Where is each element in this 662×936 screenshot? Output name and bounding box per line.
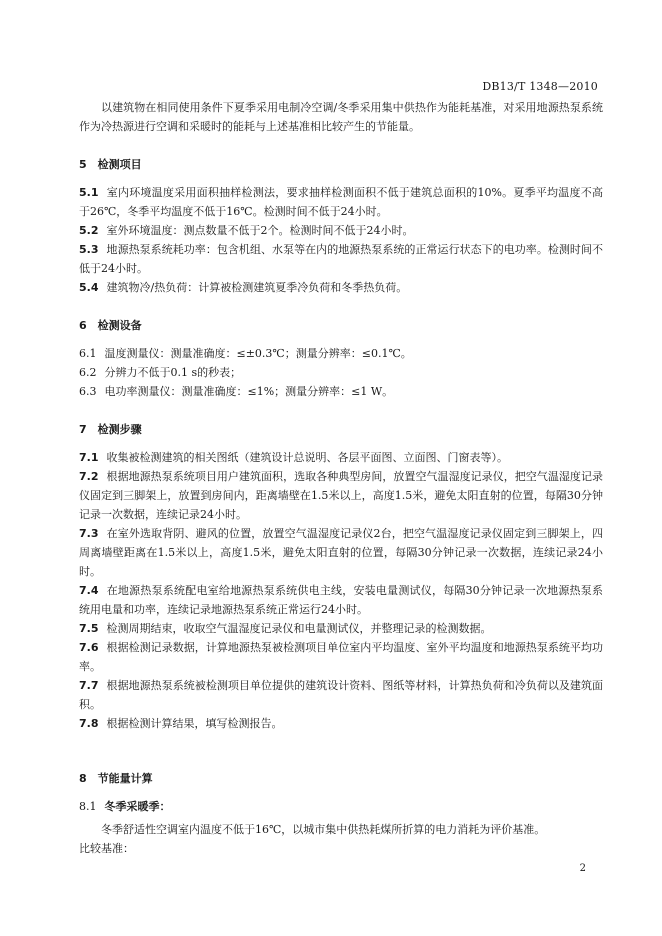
clause-text: 建筑物冷/热负荷：计算被检测建筑夏季冷负荷和冬季热负荷。 (106, 281, 408, 294)
clause-7-6 (79, 638, 603, 676)
page-number: 2 (579, 863, 586, 874)
clause-8-1-heading (79, 797, 603, 816)
clause-5-1 (79, 183, 603, 221)
clause-7-1 (79, 448, 603, 467)
clause-text: 根据地源热泵系统被检测项目单位提供的建筑设计资料、图纸等材料，计算热负荷和冷负荷以及建筑面积。 (79, 679, 603, 711)
clause-text: 根据检测计算结果，填写检测报告。 (106, 717, 283, 730)
section-6-title: 6 检测设备 (79, 319, 142, 332)
clause-text: 检测周期结束，收取空气温湿度记录仪和电量测试仪，并整理记录的检测数据。 (106, 622, 492, 635)
clause-number: 5.3 (79, 243, 99, 256)
section-7-items (79, 448, 603, 733)
clause-text: 温度测量仪：测量准确度：≤±0.3℃；测量分辨率：≤0.1℃。 (104, 347, 412, 360)
clause-number: 5.4 (79, 281, 99, 294)
clause-5-3 (79, 240, 603, 278)
document-id: DB13/T 1348—2010 (482, 80, 598, 93)
clause-number: 7.5 (79, 622, 99, 635)
clause-number: 5.2 (79, 224, 99, 237)
clause-number: 8.1 (79, 800, 97, 813)
clause-number: 7.6 (79, 641, 99, 654)
clause-number: 7.1 (79, 451, 99, 464)
clause-5-4 (79, 278, 603, 297)
clause-text: 在室外选取背阴、避风的位置，放置空气温湿度记录仪2台，把空气温湿度记录仪固定到三脚架上，四周离墙壁距离在1.5米以上，高度1.5米，避免太阳直射的位置，每隔30分钟记录一次数据，连续记录24小时。 (79, 527, 603, 578)
clause-6-1 (79, 344, 603, 363)
clause-8-1-paragraph: 冬季舒适性空调室内温度不低于16℃，以城市集中供热耗煤所折算的电力消耗为评价基准。 (101, 823, 546, 836)
clause-title: 冬季采暖季： (104, 800, 171, 813)
clause-7-4 (79, 581, 603, 619)
clause-5-2 (79, 221, 603, 240)
clause-text: 电功率测量仪：测量准确度：≤1%；测量分辨率：≤1 W。 (104, 385, 394, 398)
clause-text: 收集被检测建筑的相关图纸（建筑设计总说明、各层平面图、立面图、门窗表等）。 (106, 451, 508, 464)
clause-number: 6.3 (79, 385, 97, 398)
intro-paragraph: 以建筑物在相同使用条件下夏季采用电制冷空调/冬季采用集中供热作为能耗基准，对采用地源热泵系统作为冷热源进行空调和采暖时的能耗与上述基准相比较产生的节能量。 (79, 101, 603, 133)
clause-number: 7.3 (79, 527, 99, 540)
clause-7-2 (79, 467, 603, 524)
clause-number: 7.4 (79, 584, 99, 597)
clause-number: 7.7 (79, 679, 99, 692)
section-5-title: 5 检测项目 (79, 158, 142, 171)
section-7-title: 7 检测步骤 (79, 423, 142, 436)
clause-text: 根据检测记录数据，计算地源热泵被检测项目单位室内平均温度、室外平均温度和地源热泵系统平均功率。 (79, 641, 603, 673)
clause-number: 6.1 (79, 347, 97, 360)
clause-7-5 (79, 619, 603, 638)
clause-number: 7.2 (79, 470, 99, 483)
clause-number: 7.8 (79, 717, 99, 730)
clause-7-7 (79, 676, 603, 714)
clause-text: 根据地源热泵系统项目用户建筑面积，选取各种典型房间，放置空气温湿度记录仪，把空气温湿度记录仪固定到三脚架上，放置到房间内，距离墙壁在1.5米以上，高度1.5米，避免太阳直射的位置，每隔30分钟记录一次数据，连续记录24小时。 (79, 470, 603, 521)
clause-6-2 (79, 363, 603, 382)
section-5-items (79, 183, 603, 297)
clause-text: 地源热泵系统耗功率：包含机组、水泵等在内的地源热泵系统的正常运行状态下的电功率。检测时间不低于24小时。 (79, 243, 603, 275)
clause-number: 5.1 (79, 186, 99, 199)
clause-number: 6.2 (79, 366, 97, 379)
page-body (79, 98, 603, 858)
clause-text: 分辨力不低于0.1 s的秒表； (104, 366, 242, 379)
clause-7-3 (79, 524, 603, 581)
section-8-title: 8 节能量计算 (79, 772, 153, 785)
clause-6-3 (79, 382, 603, 401)
clause-7-8 (79, 714, 603, 733)
section-6-items (79, 344, 603, 401)
clause-8-1-baseline: 比较基准： (79, 842, 134, 855)
clause-text: 室内环境温度采用面积抽样检测法，要求抽样检测面积不低于建筑总面积的10%。夏季平均温度不高于26℃，冬季平均温度不低于16℃。检测时间不低于24小时。 (79, 186, 603, 218)
clause-text: 室外环境温度：测点数量不低于2个。检测时间不低于24小时。 (106, 224, 414, 237)
clause-text: 在地源热泵系统配电室给地源热泵系统供电主线，安装电量测试仪，每隔30分钟记录一次地源热泵系统用电量和功率，连续记录地源热泵系统正常运行24小时。 (79, 584, 603, 616)
